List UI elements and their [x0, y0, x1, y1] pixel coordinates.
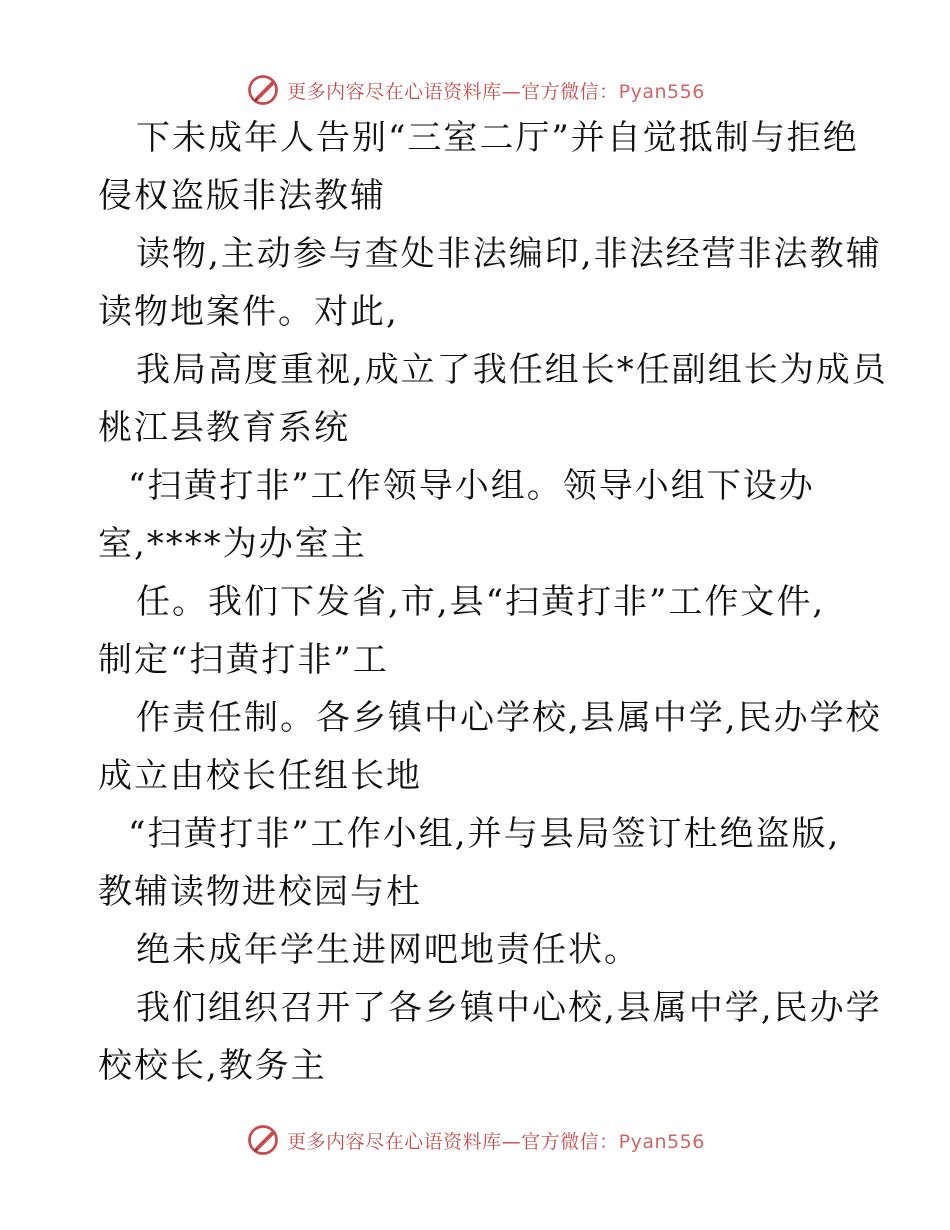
text-line: 我们组织召开了各乡镇中心校,县属中学,民办学: [136, 988, 882, 1028]
text-line: 作责任制。各乡镇中心学校,县属中学,民办学校: [136, 698, 882, 738]
text-line: 下未成年人告别“三室二厅”并自觉抵制与拒绝: [136, 118, 859, 158]
text-line: 读物地案件。对此,: [98, 292, 399, 332]
text-line: 教辅读物进校园与杜: [98, 872, 422, 912]
text-line: 校校长,教务主: [98, 1046, 327, 1086]
text-line: 成立由校长任组长地: [98, 756, 422, 796]
text-line: “扫黄打非”工作领导小组。领导小组下设办: [128, 466, 815, 506]
text-line: 制定“扫黄打非”工: [98, 640, 389, 680]
header-watermark: [0, 70, 950, 110]
text-line: 绝未成年学生进网吧地责任状。: [136, 930, 640, 970]
watermark-text: 更多内容尽在心语资料库—官方微信：Pyan556: [287, 80, 705, 103]
text-line: 室,****为办室主: [98, 524, 367, 564]
text-line: 读物,主动参与查处非法编印,非法经营非法教辅: [136, 234, 882, 274]
footer-watermark: [0, 1120, 950, 1160]
pen-logo-icon: [245, 72, 281, 108]
text-line: 桃江县教育系统: [98, 408, 350, 448]
text-line: 任。我们下发省,市,县“扫黄打非”工作文件,: [136, 582, 826, 622]
text-line: 侵权盗版非法教辅: [98, 176, 386, 216]
watermark-text: 更多内容尽在心语资料库—官方微信：Pyan556: [287, 1130, 705, 1153]
text-line: 我局高度重视,成立了我任组长*任副组长为成员: [136, 350, 888, 390]
text-line: “扫黄打非”工作小组,并与县局签订杜绝盗版,: [128, 814, 841, 854]
pen-logo-icon: [245, 1122, 281, 1158]
